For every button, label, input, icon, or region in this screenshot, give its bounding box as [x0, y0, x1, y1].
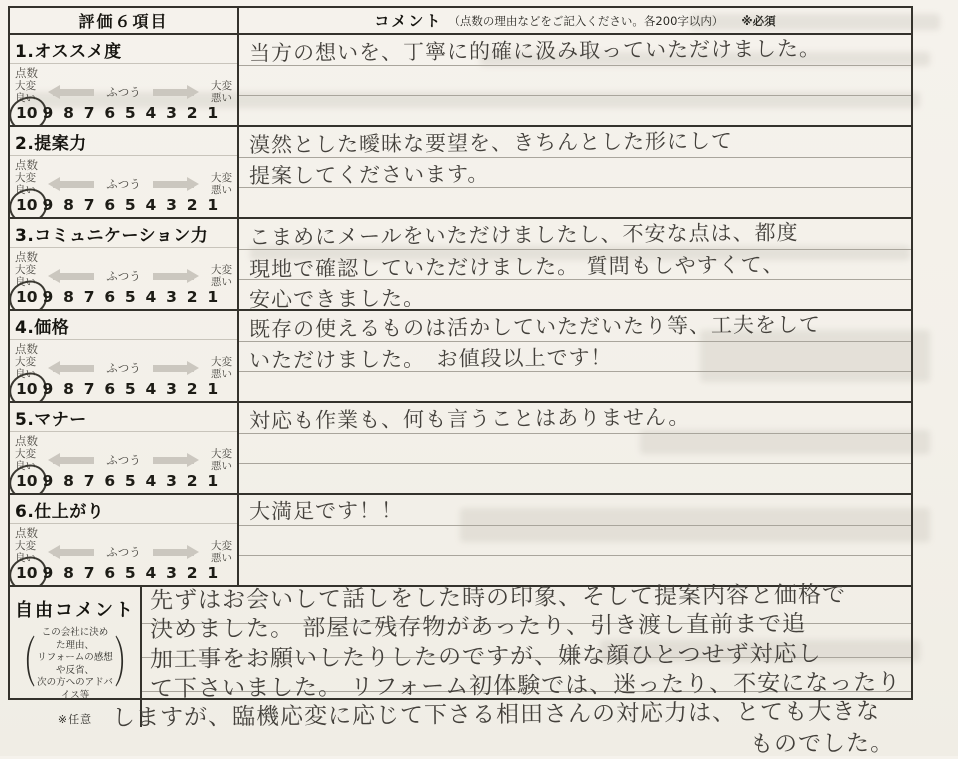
scale-center-label: ふつう — [106, 85, 141, 99]
score-number: 4 — [145, 196, 157, 214]
comment-line — [249, 311, 905, 343]
handwritten-line — [750, 729, 950, 758]
evaluation-row — [10, 403, 911, 495]
arrow-right-icon — [153, 89, 194, 96]
handwritten-text: 既存の使えるものは活かしていただいたり等、工夫をして — [248, 312, 822, 342]
score-number: 5 — [124, 288, 136, 306]
score-label: 点数 — [15, 526, 38, 540]
optional-badge: ※任意 — [57, 713, 93, 726]
criterion-title: 5.マナー — [10, 403, 237, 432]
scale-end-text: 大変 — [15, 172, 36, 184]
evaluation-row — [10, 495, 911, 587]
handwritten-text: 現地で確認していただけました。 質問もしやすくて、 — [248, 252, 785, 282]
comment-line — [249, 403, 905, 435]
scale-right-label — [208, 356, 232, 380]
scale-end-text: 大変 — [15, 448, 36, 460]
score-number: 5 — [124, 472, 136, 490]
score-number: 7 — [83, 472, 95, 490]
evaluation-row — [10, 127, 911, 219]
arrow-left-icon — [53, 273, 94, 280]
score-number: 2 — [186, 380, 198, 398]
score-number: 8 — [63, 380, 74, 398]
criterion-title: 2.提案力 — [10, 127, 237, 156]
handwritten-text: 先ずはお会いして話しをした時の印象、そして提案内容と価格で — [149, 582, 847, 615]
score-number: 9 — [42, 196, 54, 214]
note-line: 次の方へのアドバイス等 — [37, 677, 113, 701]
comment-cell — [239, 495, 911, 585]
scale-right-label — [208, 80, 232, 104]
criterion-cell — [10, 35, 239, 125]
scale-end-text: 良い — [15, 368, 36, 380]
scale-end-text: 良い — [15, 92, 36, 104]
score-number: 7 — [83, 380, 95, 398]
score-number: 3 — [166, 564, 177, 582]
score-number: 6 — [104, 380, 116, 398]
scale-center-label: ふつう — [106, 269, 141, 283]
criterion-title: 1.オススメ度 — [10, 35, 237, 64]
score-number-selected: 10 — [16, 196, 38, 214]
score-number: 9 — [42, 564, 54, 582]
score-number: 9 — [42, 472, 54, 490]
handwritten-comment — [239, 127, 911, 217]
arrow-left-icon — [53, 181, 94, 188]
criteria-column-header: 評価６項目 — [10, 8, 239, 33]
score-number: 5 — [124, 104, 136, 122]
comment-line — [249, 191, 905, 217]
arrow-left-icon — [53, 549, 94, 556]
score-number: 3 — [166, 380, 177, 398]
scale-end-text: 悪い — [211, 460, 232, 472]
scale-end-text: 良い — [15, 552, 36, 564]
free-comment-note-lines — [37, 627, 113, 702]
comment-line — [249, 67, 905, 96]
comment-line — [249, 343, 905, 375]
comment-cell — [239, 35, 911, 125]
arrow-right-icon — [153, 549, 194, 556]
scale-center-label: ふつう — [106, 453, 141, 467]
arrow-left-icon — [53, 457, 94, 464]
comment-cell — [239, 311, 911, 401]
arrow-right-icon — [153, 457, 194, 464]
score-number: 1 — [207, 196, 219, 214]
score-number: 1 — [207, 288, 219, 306]
score-label: 点数 — [15, 342, 38, 356]
score-number: 6 — [104, 472, 116, 490]
score-number: 6 — [104, 564, 116, 582]
score-number: 8 — [63, 288, 74, 306]
comment-line — [249, 435, 905, 464]
score-number: 3 — [166, 196, 177, 214]
scale-end-text: 悪い — [211, 552, 232, 564]
score-number: 3 — [166, 104, 177, 122]
handwritten-comment — [239, 403, 911, 493]
criterion-cell — [10, 127, 239, 217]
score-number-selected: 10 — [16, 104, 38, 122]
handwritten-text: こまめにメールをいただけましたし、不安な点は、都度 — [248, 220, 799, 250]
comment-line — [249, 219, 905, 251]
score-number: 2 — [186, 104, 198, 122]
open-paren: （ — [10, 633, 37, 696]
score-number: 2 — [186, 472, 198, 490]
scale-end-text: 良い — [15, 276, 36, 288]
table-header-row — [10, 8, 911, 35]
score-number: 6 — [104, 288, 116, 306]
comment-cell — [239, 127, 911, 217]
score-number: 7 — [83, 564, 95, 582]
rating-scale — [10, 540, 237, 564]
score-numbers — [10, 472, 237, 493]
score-number: 8 — [63, 196, 74, 214]
handwritten-comment — [239, 311, 911, 401]
evaluation-row — [10, 35, 911, 127]
comment-line — [249, 127, 905, 159]
score-number: 2 — [186, 288, 198, 306]
score-label: 点数 — [15, 66, 38, 80]
scale-end-text: 悪い — [211, 276, 232, 288]
comment-line — [249, 251, 905, 283]
comment-line — [249, 375, 905, 401]
comment-line — [249, 527, 905, 556]
score-number: 8 — [63, 472, 74, 490]
score-number-selected: 10 — [16, 380, 38, 398]
free-comment-title: 自由コメント — [15, 600, 135, 621]
scale-end-text: 良い — [15, 460, 36, 472]
comment-line — [249, 35, 905, 67]
free-comment-note — [10, 627, 140, 702]
note-line: この会社に決めた理由、 — [41, 627, 109, 651]
arrow-right-icon — [153, 273, 194, 280]
required-badge: ※必須 — [741, 13, 776, 28]
score-number: 2 — [186, 564, 198, 582]
handwritten-text: しますが、臨機応変に応じて下さる相田さんの対応力は、とても大きな — [111, 698, 881, 732]
score-number-selected: 10 — [16, 564, 38, 582]
score-numbers — [10, 104, 237, 125]
handwritten-text: 対応も作業も、何も言うことはありません。 — [248, 405, 691, 433]
evaluation-row — [10, 219, 911, 311]
scale-end-text: 悪い — [211, 92, 232, 104]
scale-end-text: 良い — [15, 184, 36, 196]
rating-scale — [10, 448, 237, 472]
comment-line — [249, 464, 905, 493]
evaluation-row — [10, 311, 911, 403]
score-number: 1 — [207, 472, 219, 490]
scale-end-text: 大変 — [15, 540, 36, 552]
score-number: 9 — [42, 380, 54, 398]
free-comment-handwriting — [111, 582, 950, 758]
scale-right-label — [208, 172, 232, 196]
rating-scale — [10, 356, 237, 380]
score-number: 4 — [145, 564, 157, 582]
scale-end-text: 大変 — [211, 172, 232, 184]
score-number: 7 — [83, 104, 95, 122]
handwritten-text: 当方の想いを、丁寧に的確に汲み取っていただけました。 — [248, 36, 822, 66]
scale-end-text: 悪い — [211, 184, 232, 196]
handwritten-text: 決めました。 部屋に残存物があったり、引き渡し直前まで追 — [149, 611, 807, 644]
criterion-cell — [10, 403, 239, 493]
arrow-right-icon — [153, 181, 194, 188]
scale-right-label — [208, 540, 232, 564]
comment-line — [249, 159, 905, 191]
criterion-title: 4.価格 — [10, 311, 237, 340]
criterion-cell — [10, 311, 239, 401]
score-number: 1 — [207, 564, 219, 582]
score-label: 点数 — [15, 250, 38, 264]
score-number: 4 — [145, 472, 157, 490]
arrow-left-icon — [53, 89, 94, 96]
scale-end-text: 大変 — [211, 264, 232, 276]
score-label: 点数 — [15, 434, 38, 448]
scale-end-text: 大変 — [211, 540, 232, 552]
score-number: 5 — [124, 564, 136, 582]
close-paren: ） — [113, 633, 140, 696]
handwritten-comment — [239, 35, 911, 125]
rating-scale — [10, 172, 237, 196]
score-number: 8 — [63, 104, 74, 122]
scale-right-label — [208, 448, 232, 472]
scale-end-text: 大変 — [15, 356, 36, 368]
arrow-right-icon — [153, 365, 194, 372]
score-number: 1 — [207, 380, 219, 398]
scale-center-label: ふつう — [106, 361, 141, 375]
score-numbers — [10, 380, 237, 401]
score-number: 5 — [124, 380, 136, 398]
score-number-selected: 10 — [16, 472, 38, 490]
score-number: 9 — [42, 104, 54, 122]
rating-scale — [10, 80, 237, 104]
scale-end-text: 大変 — [211, 448, 232, 460]
score-number-selected: 10 — [16, 288, 38, 306]
scale-end-text: 大変 — [15, 80, 36, 92]
score-number: 3 — [166, 472, 177, 490]
score-number: 4 — [145, 288, 157, 306]
scale-center-label: ふつう — [106, 545, 141, 559]
score-number: 8 — [63, 564, 74, 582]
score-number: 4 — [145, 104, 157, 122]
handwritten-text: 大満足です！！ — [248, 498, 404, 524]
score-number: 6 — [104, 196, 116, 214]
comment-line — [249, 96, 905, 125]
score-number: 7 — [83, 196, 95, 214]
handwritten-text: 加工事をお願いしたりしたのですが、嫌な顔ひとつせず対応し — [149, 640, 822, 673]
scale-center-label: ふつう — [106, 177, 141, 191]
handwritten-text: ものでした。 — [749, 730, 895, 758]
handwritten-text: 安心できました。 — [248, 286, 426, 312]
score-number: 7 — [83, 288, 95, 306]
comment-line — [249, 495, 905, 527]
score-numbers — [10, 196, 237, 217]
note-line: リフォームの感想や反省、 — [37, 652, 113, 676]
score-number: 2 — [186, 196, 198, 214]
scale-end-text: 大変 — [211, 80, 232, 92]
score-number: 6 — [104, 104, 116, 122]
comment-cell — [239, 403, 911, 493]
handwritten-text: 漠然とした曖昧な要望を、きちんとした形にして — [248, 128, 734, 158]
scale-right-label — [208, 264, 232, 288]
rating-scale — [10, 264, 237, 288]
criterion-title: 3.コミュニケーション力 — [10, 219, 237, 248]
score-label: 点数 — [15, 158, 38, 172]
handwritten-text: て下さいました。 リフォーム初体験では、迷ったり、不安になったり — [149, 669, 902, 703]
comment-cell — [239, 219, 911, 312]
score-number: 1 — [207, 104, 219, 122]
criterion-title: 6.仕上がり — [10, 495, 237, 524]
handwritten-comment — [239, 495, 911, 585]
scale-end-text: 大変 — [15, 264, 36, 276]
criterion-cell — [10, 495, 239, 585]
scale-end-text: 大変 — [211, 356, 232, 368]
score-number: 9 — [42, 288, 54, 306]
arrow-left-icon — [53, 365, 94, 372]
handwritten-comment — [239, 219, 911, 312]
handwritten-text: 提案してくださいます。 — [248, 161, 490, 188]
comment-header-label: コメント — [374, 12, 443, 30]
handwritten-text: いただけました。 お値段以上です！ — [248, 345, 613, 373]
score-number: 4 — [145, 380, 157, 398]
score-numbers — [10, 288, 237, 309]
score-number: 3 — [166, 288, 177, 306]
scale-end-text: 悪い — [211, 368, 232, 380]
score-number: 5 — [124, 196, 136, 214]
criterion-cell — [10, 219, 239, 309]
comment-header-note: （点数の理由などをご記入ください。各200字以内） — [448, 13, 724, 28]
comment-column-header — [239, 8, 911, 33]
